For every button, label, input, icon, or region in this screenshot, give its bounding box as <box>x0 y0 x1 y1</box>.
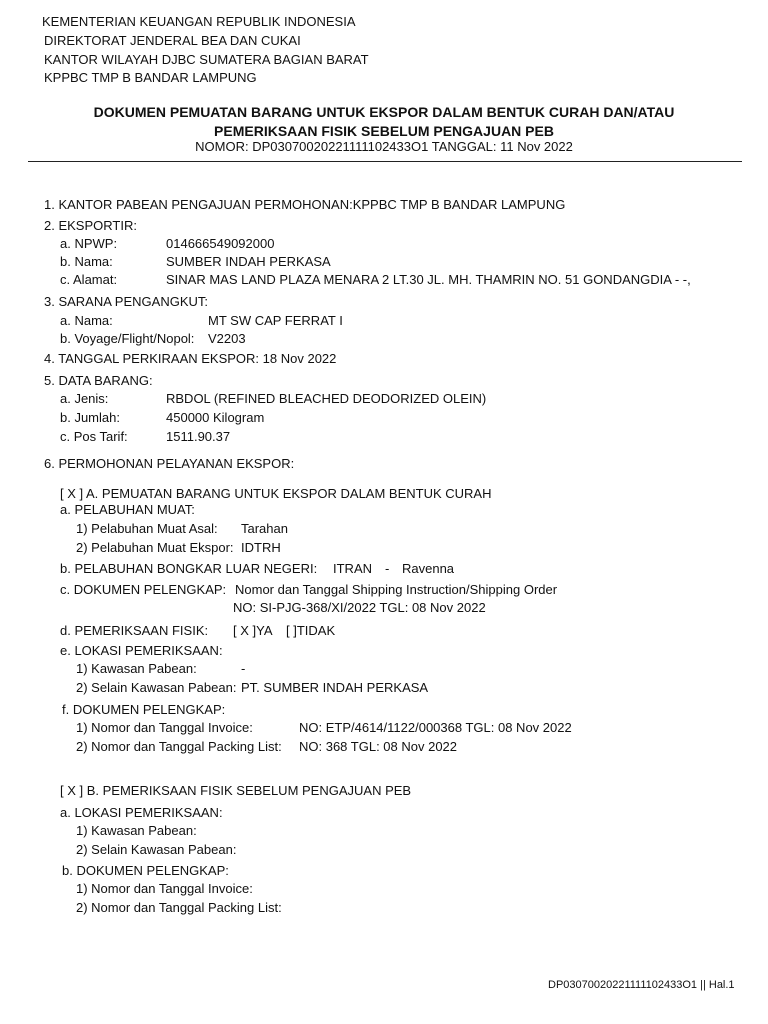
goods-type-value: RBDOL (REFINED BLEACHED DEODORIZED OLEIN) <box>166 391 487 406</box>
invoice-label: 1) Nomor dan Tanggal Invoice: <box>76 720 253 735</box>
exporter-address-label: c. Alamat: <box>60 272 118 287</box>
section-2-heading: 2. EKSPORTIR: <box>44 218 137 233</box>
discharge-port-separator: - <box>385 561 390 576</box>
goods-quantity-value: 450000 Kilogram <box>166 410 265 425</box>
section-1-kantor-pabean: 1. KANTOR PABEAN PENGAJUAN PERMOHONAN:KPPBC TMP B BANDAR LAMPUNG <box>44 197 566 212</box>
option-b-packing-list-label: 2) Nomor dan Tanggal Packing List: <box>76 900 282 915</box>
inspection-location-heading: e. LOKASI PEMERIKSAAN: <box>60 643 223 658</box>
exporter-name-label: b. Nama: <box>60 254 113 269</box>
voyage-label: b. Voyage/Flight/Nopol: <box>60 331 195 346</box>
supporting-document-desc: Nomor dan Tanggal Shipping Instruction/Shipping Order <box>235 582 558 597</box>
physical-inspection-label: d. PEMERIKSAAN FISIK: <box>60 623 209 638</box>
section-4-export-date: 4. TANGGAL PERKIRAAN EKSPOR: 18 Nov 2022 <box>44 351 337 366</box>
origin-port-value: Tarahan <box>241 521 288 536</box>
packing-list-label: 2) Nomor dan Tanggal Packing List: <box>76 739 282 754</box>
discharge-port-label: b. PELABUHAN BONGKAR LUAR NEGERI: <box>60 561 318 576</box>
document-subtitle: PEMERIKSAAN FISIK SEBELUM PENGAJUAN PEB <box>214 123 554 139</box>
document-title: DOKUMEN PEMUATAN BARANG UNTUK EKSPOR DALAM BENTUK CURAH DAN/ATAU <box>93 104 675 120</box>
discharge-port-code: ITRAN <box>333 561 372 576</box>
exporter-name-value: SUMBER INDAH PERKASA <box>166 254 331 269</box>
tariff-code-label: c. Pos Tarif: <box>60 429 128 444</box>
origin-port-label: 1) Pelabuhan Muat Asal: <box>76 521 218 536</box>
option-b-customs-area-label: 1) Kawasan Pabean: <box>76 823 197 838</box>
npwp-label: a. NPWP: <box>60 236 118 251</box>
supporting-documents-f-heading: f. DOKUMEN PELENGKAP: <box>62 702 226 717</box>
option-b-invoice-label: 1) Nomor dan Tanggal Invoice: <box>76 881 253 896</box>
customs-area-label: 1) Kawasan Pabean: <box>76 661 197 676</box>
page-footer: DP03070020221111102433O1 || Hal.1 <box>548 979 735 991</box>
outside-customs-area-value: PT. SUMBER INDAH PERKASA <box>241 680 429 695</box>
carrier-name-value: MT SW CAP FERRAT I <box>208 313 343 328</box>
voyage-value: V2203 <box>208 331 246 346</box>
invoice-value: NO: ETP/4614/1122/000368 TGL: 08 Nov 2022 <box>299 720 572 735</box>
goods-quantity-label: b. Jumlah: <box>60 410 120 425</box>
goods-type-label: a. Jenis: <box>60 391 109 406</box>
section-3-heading: 3. SARANA PENGANGKUT: <box>44 294 208 309</box>
header-ministry: KEMENTERIAN KEUANGAN REPUBLIK INDONESIA <box>42 14 356 29</box>
physical-inspection-no: [ ]TIDAK <box>286 623 336 638</box>
option-b-title: [ X ] B. PEMERIKSAAN FISIK SEBELUM PENGAJUAN PEB <box>60 783 412 798</box>
section-6-heading: 6. PERMOHONAN PELAYANAN EKSPOR: <box>44 456 295 471</box>
npwp-value: 014666549092000 <box>166 236 275 251</box>
option-b-location-heading: a. LOKASI PEMERIKSAAN: <box>60 805 223 820</box>
carrier-name-label: a. Nama: <box>60 313 113 328</box>
discharge-port-city: Ravenna <box>402 561 455 576</box>
supporting-document-label: c. DOKUMEN PELENGKAP: <box>60 582 227 597</box>
physical-inspection-yes: [ X ]YA <box>233 623 273 638</box>
option-a-title: [ X ] A. PEMUATAN BARANG UNTUK EKSPOR DALAM BENTUK CURAH <box>60 486 492 501</box>
loading-port-heading: a. PELABUHAN MUAT: <box>60 502 195 517</box>
header-regional-office: KANTOR WILAYAH DJBC SUMATERA BAGIAN BARAT <box>44 52 369 67</box>
document-number: NOMOR: DP03070020221111102433O1 TANGGAL: 11 Nov 2022 <box>195 139 573 154</box>
option-b-outside-area-label: 2) Selain Kawasan Pabean: <box>76 842 237 857</box>
export-port-label: 2) Pelabuhan Muat Ekspor: <box>76 540 234 555</box>
supporting-document-value: NO: SI-PJG-368/XI/2022 TGL: 08 Nov 2022 <box>233 600 486 615</box>
header-office: KPPBC TMP B BANDAR LAMPUNG <box>44 70 257 85</box>
customs-area-value: - <box>241 661 246 676</box>
header-divider <box>28 161 742 162</box>
tariff-code-value: 1511.90.37 <box>166 429 231 444</box>
section-5-heading: 5. DATA BARANG: <box>44 373 153 388</box>
outside-customs-area-label: 2) Selain Kawasan Pabean: <box>76 680 237 695</box>
option-b-documents-heading: b. DOKUMEN PELENGKAP: <box>62 863 229 878</box>
exporter-address-value: SINAR MAS LAND PLAZA MENARA 2 LT.30 JL. MH. THAMRIN NO. 51 GONDANGDIA - -, <box>166 272 691 287</box>
export-port-value: IDTRH <box>241 540 281 555</box>
packing-list-value: NO: 368 TGL: 08 Nov 2022 <box>299 739 458 754</box>
header-directorate: DIREKTORAT JENDERAL BEA DAN CUKAI <box>44 33 301 48</box>
